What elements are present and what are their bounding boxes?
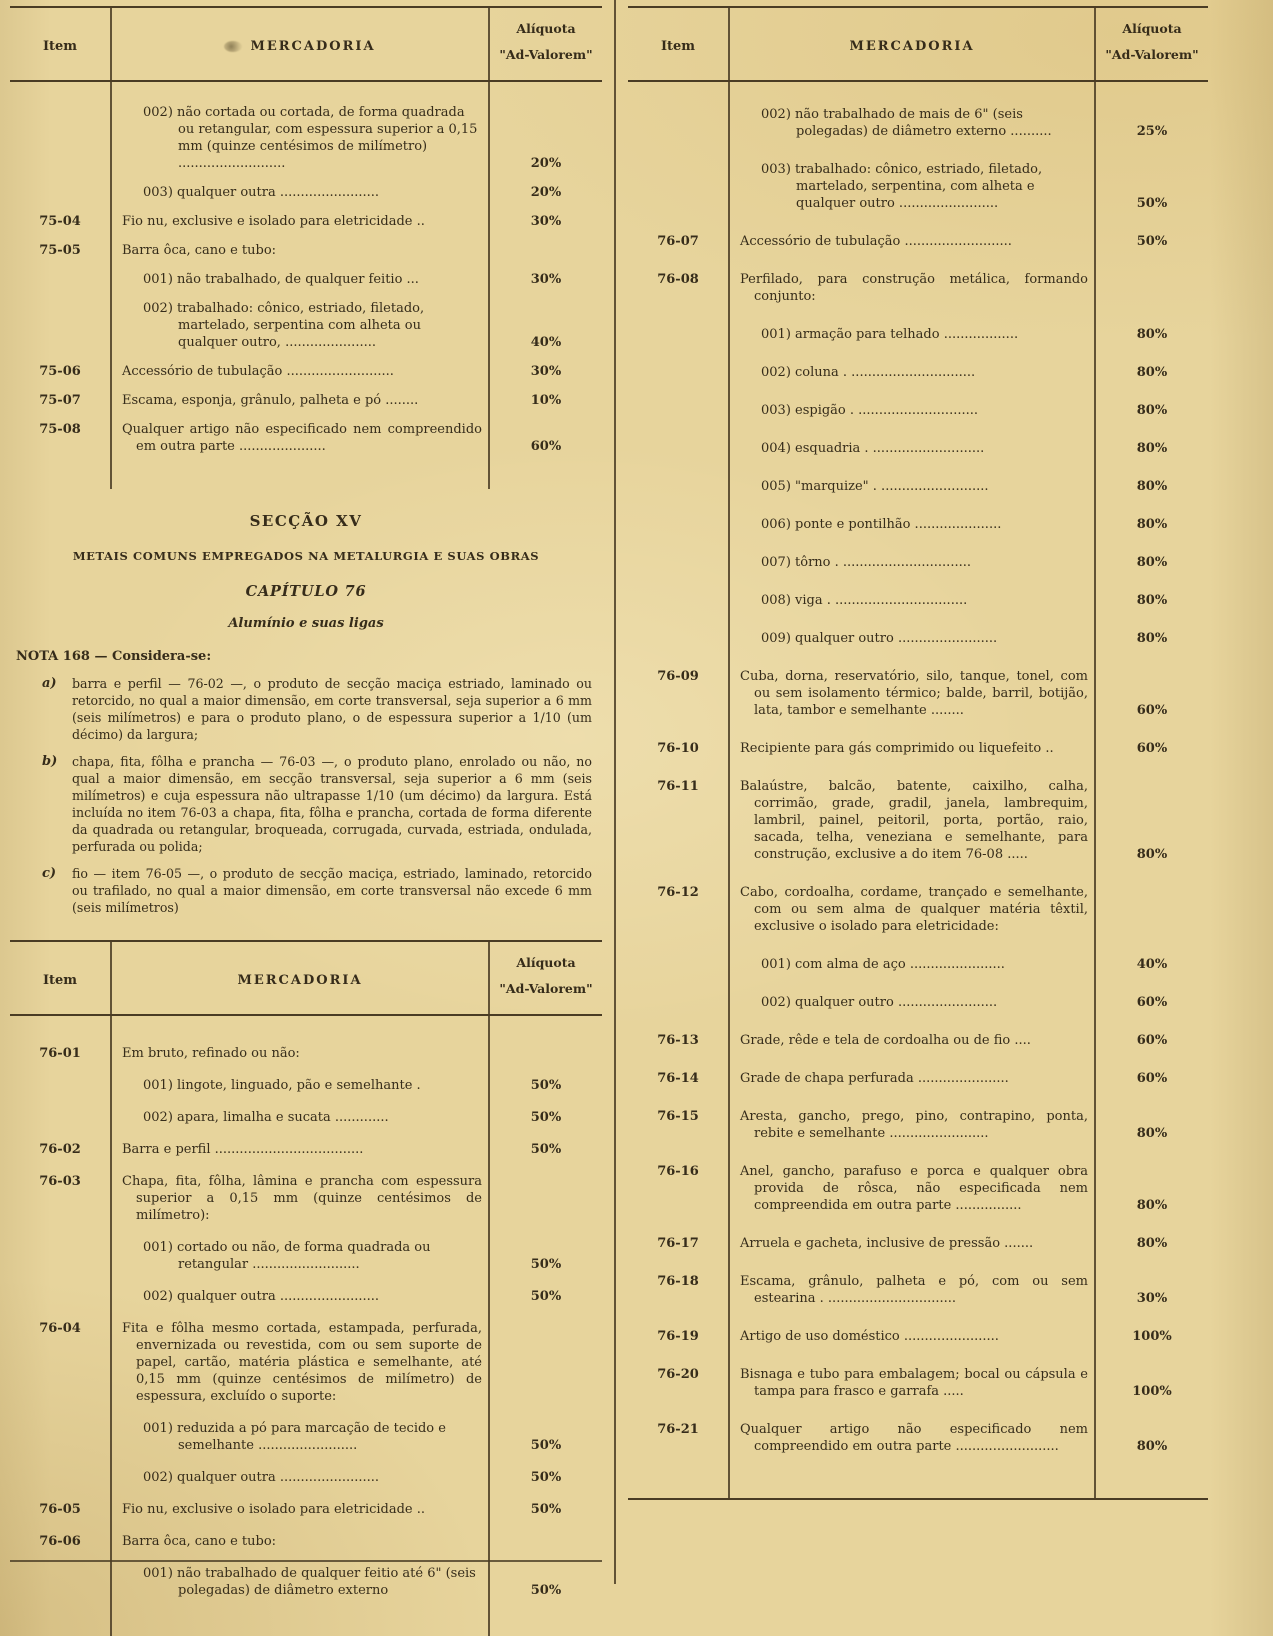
item-code (10, 1469, 110, 1486)
item-code: 75-05 (39, 243, 81, 258)
item-code: 76-01 (39, 1046, 81, 1061)
column-header-mercadoria: MERCADORIA (849, 39, 975, 54)
merchandise-description: 001) não trabalhado, de qualquer feitio ... (143, 272, 419, 287)
item-code: 76-11 (657, 779, 699, 794)
ad-valorem-rate: 80% (1136, 847, 1168, 862)
note-text: chapa, fita, fôlha e prancha — 76-03 —, o produto plano, enrolado ou não, no qual a maior dimensão, em secção transversal, seja superior a 6 mm (seis milímetros) e cuja espessura não ultrapasse 1/10 (um décimo) da largura. Está incluída no item 76-03 a chapa, fita, fôlha e prancha, cortada de forma diferente da quadrada ou retangular, broqueada, corrugada, curvada, estriada, ondulada, perfurada ou polida; (72, 754, 592, 854)
merchandise-description: 001) com alma de aço ....................... (761, 957, 1005, 972)
ad-valorem-label: "Ad-Valorem" (499, 981, 593, 996)
item-code: 76-21 (657, 1422, 699, 1437)
merchandise-description: 002) não cortada ou cortada, de forma quadrada ou retangular, com espessura superior a 0,15 mm (quinze centésimos de milímetro) .......................... (143, 105, 478, 171)
note-text: barra e perfil — 76-02 —, o produto de secção maciça estriado, laminado ou retorcido, no qual a maior dimensão, em corte transversal, seja superior a 6 mm (seis milímetros) e para o produto plano, o de espessura superior a 1/10 (um décimo) da largura; (72, 676, 592, 742)
table-row (628, 402, 1208, 419)
ad-valorem-rate: 50% (530, 1142, 562, 1157)
item-code: 76-10 (657, 741, 699, 756)
item-code: 76-19 (657, 1329, 699, 1344)
ad-valorem-rate (1096, 884, 1208, 935)
column-rule (110, 942, 112, 1636)
ad-valorem-rate: 80% (1136, 631, 1168, 646)
merchandise-description: 006) ponte e pontilhão ..................... (761, 517, 1002, 532)
ink-smudge (224, 41, 242, 52)
note-letter: a) (42, 676, 57, 691)
section-subtitle: METAIS COMUNS EMPREGADOS NA METALURGIA E SUAS OBRAS (72, 549, 540, 563)
table-row (628, 630, 1208, 647)
column-header-mercadoria (110, 8, 490, 80)
column-rule (728, 8, 730, 1498)
item-code (628, 630, 728, 647)
table-row (10, 1469, 602, 1486)
table-row (628, 271, 1208, 305)
merchandise-description: Balaústre, balcão, batente, caixilho, calha, corrimão, grade, gradil, janela, lambrequim, lambril, painel, peitoril, porta, portão, raio, sacada, telha, veneziana e semelhante, para construção, exclusive a do item 76-08 ..... (740, 779, 1088, 862)
merchandise-description: Recipiente para gás comprimido ou liquefeito .. (740, 741, 1054, 756)
table-row (10, 1420, 602, 1454)
ad-valorem-rate: 80% (1136, 403, 1168, 418)
item-code: 76-15 (657, 1109, 699, 1124)
table-row (628, 516, 1208, 533)
page-column-divider (614, 0, 616, 1584)
item-code (628, 478, 728, 495)
item-code (10, 1565, 110, 1599)
merchandise-description: Escama, esponja, grânulo, palheta e pó ........ (122, 393, 419, 408)
merchandise-description: 001) armação para telhado .................. (761, 327, 1019, 342)
ad-valorem-rate: 50% (1136, 234, 1168, 249)
merchandise-description: 007) tôrno . ............................... (761, 555, 971, 570)
ad-valorem-rate: 80% (1136, 593, 1168, 608)
note-letter: c) (42, 866, 57, 881)
ad-valorem-rate: 100% (1132, 1329, 1172, 1344)
table-header (628, 8, 1208, 82)
table-row (10, 184, 602, 201)
table-row (628, 956, 1208, 973)
table-row (10, 1320, 602, 1405)
item-code: 76-03 (39, 1174, 81, 1189)
ad-valorem-label: "Ad-Valorem" (499, 47, 593, 62)
merchandise-description: 005) "marquize" . .......................... (761, 479, 989, 494)
merchandise-description: 002) qualquer outra ........................ (143, 1470, 380, 1485)
item-code: 76-16 (657, 1164, 699, 1179)
table-row (628, 1421, 1208, 1455)
ad-valorem-rate (490, 242, 602, 259)
note-item-b (42, 753, 596, 855)
merchandise-description: Artigo de uso doméstico ....................... (740, 1329, 999, 1344)
table-row (628, 778, 1208, 863)
ad-valorem-rate: 80% (1136, 365, 1168, 380)
item-code: 75-04 (39, 214, 81, 229)
item-code (628, 440, 728, 457)
merchandise-description: 003) espigão . ............................. (761, 403, 978, 418)
table-row (10, 363, 602, 380)
ad-valorem-rate: 50% (530, 1470, 562, 1485)
table-row (10, 1173, 602, 1224)
ad-valorem-rate: 30% (530, 364, 562, 379)
item-code (628, 402, 728, 419)
ad-valorem-rate: 20% (530, 185, 562, 200)
ad-valorem-rate: 50% (530, 1502, 562, 1517)
ad-valorem-rate: 50% (1136, 196, 1168, 211)
merchandise-description: 003) qualquer outra ........................ (143, 185, 380, 200)
table-row (628, 1163, 1208, 1214)
ad-valorem-rate: 50% (530, 1257, 562, 1272)
column-header-item: Item (42, 973, 78, 988)
table-row (628, 1366, 1208, 1400)
ad-valorem-rate: 50% (530, 1289, 562, 1304)
table-header (10, 942, 602, 1016)
item-code (628, 516, 728, 533)
table-row (628, 668, 1208, 719)
table-row (10, 1141, 602, 1158)
table-row (10, 1239, 602, 1273)
item-code: 76-18 (657, 1274, 699, 1289)
item-code (10, 1109, 110, 1126)
aliquota-label: Alíquota (516, 21, 576, 36)
merchandise-description: Fio nu, exclusive e isolado para eletricidade .. (122, 214, 425, 229)
item-code: 76-07 (657, 234, 699, 249)
item-code: 76-12 (657, 885, 699, 900)
table-row (10, 421, 602, 455)
section-heading-block (10, 489, 602, 940)
item-code: 76-13 (657, 1033, 699, 1048)
merchandise-description: 002) qualquer outro ........................ (761, 995, 998, 1010)
ad-valorem-rate: 80% (1136, 441, 1168, 456)
item-code (628, 592, 728, 609)
table-row (10, 1288, 602, 1305)
table-row (628, 1070, 1208, 1087)
ad-valorem-label: "Ad-Valorem" (1105, 47, 1199, 62)
left-column (10, 6, 602, 1636)
item-code (628, 554, 728, 571)
column-header-aliquota (490, 8, 602, 80)
table-row (10, 213, 602, 230)
item-code (10, 300, 110, 351)
item-code (628, 956, 728, 973)
item-code (10, 1288, 110, 1305)
table-row (10, 300, 602, 351)
ad-valorem-rate (490, 1173, 602, 1224)
aliquota-label: Alíquota (1122, 21, 1182, 36)
ad-valorem-rate: 80% (1136, 1198, 1168, 1213)
column-header-item: Item (42, 39, 78, 54)
table-row (628, 554, 1208, 571)
item-code: 75-06 (39, 364, 81, 379)
ad-valorem-rate: 50% (530, 1583, 562, 1598)
merchandise-description: 004) esquadria . ........................... (761, 441, 985, 456)
note-text: fio — item 76-05 —, o produto de secção maciça, estriado, laminado, retorcido ou trafilado, no qual a maior dimensão, em corte transversal não excede 6 mm (seis milímetros) (72, 866, 592, 915)
merchandise-description: Bisnaga e tubo para embalagem; bocal ou cápsula e tampa para frasco e garrafa ..... (740, 1367, 1088, 1399)
merchandise-description: 002) não trabalhado de mais de 6" (seis polegadas) de diâmetro externo .......... (761, 107, 1052, 139)
item-code (10, 1239, 110, 1273)
merchandise-description: Qualquer artigo não especificado nem compreendido em outra parte ..................... (122, 422, 482, 454)
ad-valorem-rate: 100% (1132, 1384, 1172, 1399)
table-body (628, 82, 1208, 1498)
merchandise-description: 001) reduzida a pó para marcação de tecido e semelhante ........................ (143, 1421, 446, 1453)
merchandise-description: 008) viga . ................................ (761, 593, 968, 608)
merchandise-description: Accessório de tubulação .......................... (740, 234, 1012, 249)
item-code (10, 1077, 110, 1094)
merchandise-description: Qualquer artigo não especificado nem compreendido em outra parte ......................... (740, 1422, 1088, 1454)
table-row (10, 271, 602, 288)
ad-valorem-rate: 60% (1136, 995, 1168, 1010)
note-label: NOTA 168 — Considera-se: (16, 649, 212, 664)
table-row (628, 1032, 1208, 1049)
item-code: 76-08 (657, 272, 699, 287)
merchandise-description: 002) coluna . .............................. (761, 365, 976, 380)
table-row (10, 1565, 602, 1599)
tariff-table-chapter76-right (628, 6, 1208, 1500)
item-code: 75-07 (39, 393, 81, 408)
item-code: 76-09 (657, 669, 699, 684)
item-code (628, 364, 728, 381)
item-code: 76-17 (657, 1236, 699, 1251)
column-rule (110, 8, 112, 489)
merchandise-description: 001) cortado ou não, de forma quadrada ou retangular .......................... (143, 1240, 431, 1272)
merchandise-description: Escama, grânulo, palheta e pó, com ou sem estearina . ............................... (740, 1274, 1088, 1306)
table-row (628, 364, 1208, 381)
ad-valorem-rate: 50% (530, 1438, 562, 1453)
item-code: 76-02 (39, 1142, 81, 1157)
table-row (628, 326, 1208, 343)
merchandise-description: 002) apara, limalha e sucata ............. (143, 1110, 389, 1125)
table-row (10, 1533, 602, 1550)
note-letter: b) (42, 754, 58, 769)
item-code (628, 106, 728, 140)
item-code: 76-14 (657, 1071, 699, 1086)
note-item-c (42, 865, 596, 916)
table-row (628, 233, 1208, 250)
merchandise-description: Grade de chapa perfurada ...................... (740, 1071, 1009, 1086)
merchandise-description: Grade, rêde e tela de cordoalha ou de fio .... (740, 1033, 1031, 1048)
ad-valorem-rate: 50% (530, 1078, 562, 1093)
item-code (10, 1420, 110, 1454)
ad-valorem-rate: 20% (530, 156, 562, 171)
merchandise-description: 002) trabalhado: cônico, estriado, filetado, martelado, serpentina com alheta ou qualquer outro, ...................... (143, 301, 425, 350)
merchandise-description: Anel, gancho, parafuso e porca e qualquer obra provida de rôsca, não especificada nem compreendida em outra parte ................ (740, 1164, 1088, 1213)
item-code: 76-06 (39, 1534, 81, 1549)
table-row (628, 478, 1208, 495)
ad-valorem-rate: 80% (1136, 327, 1168, 342)
note-item-a (42, 675, 596, 743)
table-row (628, 161, 1208, 212)
table-row (628, 884, 1208, 935)
ad-valorem-rate (490, 1533, 602, 1550)
item-code: 76-04 (39, 1321, 81, 1336)
table-row (628, 1328, 1208, 1345)
aliquota-label: Alíquota (516, 955, 576, 970)
item-code: 76-20 (657, 1367, 699, 1382)
table-row (10, 1077, 602, 1094)
merchandise-description: Chapa, fita, fôlha, lâmina e prancha com espessura superior a 0,15 mm (quinze centésimos de milímetro): (122, 1174, 482, 1223)
table-row (628, 440, 1208, 457)
column-header-mercadoria: MERCADORIA (237, 973, 363, 988)
table-header (10, 8, 602, 82)
ad-valorem-rate: 30% (1136, 1291, 1168, 1306)
tariff-table-chapter75 (10, 6, 602, 489)
table-row (628, 106, 1208, 140)
ad-valorem-rate: 60% (1136, 741, 1168, 756)
merchandise-description: Fita e fôlha mesmo cortada, estampada, perfurada, envernizada ou revestida, com ou sem suporte de papel, cartão, matéria plástica e semelhante, até 0,15 mm (quinze centésimos de milímetro) de espessura, excluído o suporte: (122, 1321, 482, 1404)
table-row (10, 242, 602, 259)
column-header-aliquota (490, 942, 602, 1014)
table-row (10, 1109, 602, 1126)
ad-valorem-rate: 80% (1136, 479, 1168, 494)
ad-valorem-rate: 80% (1136, 1439, 1168, 1454)
table-body (10, 1016, 602, 1636)
ad-valorem-rate: 25% (1136, 124, 1168, 139)
item-code: 76-05 (39, 1502, 81, 1517)
column-rule (488, 942, 490, 1636)
section-title: SECÇÃO XV (249, 512, 363, 530)
item-code (10, 271, 110, 288)
table-row (10, 1045, 602, 1062)
ad-valorem-rate: 60% (530, 439, 562, 454)
merchandise-description: Barra ôca, cano e tubo: (122, 243, 277, 258)
merchandise-description: Perfilado, para construção metálica, formando conjunto: (740, 272, 1088, 304)
item-code (628, 994, 728, 1011)
merchandise-description: Cabo, cordoalha, cordame, trançado e semelhante, com ou sem alma de qualquer matéria têxtil, exclusive o isolado para eletricidade: (740, 885, 1088, 934)
table-row (628, 592, 1208, 609)
column-header-aliquota (1096, 8, 1208, 80)
item-code: 75-08 (39, 422, 81, 437)
merchandise-description: 009) qualquer outro ........................ (761, 631, 998, 646)
ad-valorem-rate: 80% (1136, 1236, 1168, 1251)
item-code (10, 104, 110, 172)
ad-valorem-rate: 80% (1136, 517, 1168, 532)
merchandise-description: 002) qualquer outra ........................ (143, 1289, 380, 1304)
chapter-title: CAPÍTULO 76 (245, 583, 367, 600)
ad-valorem-rate: 10% (530, 393, 562, 408)
column-rule (1094, 8, 1096, 1498)
item-code (10, 184, 110, 201)
merchandise-description: Fio nu, exclusive o isolado para eletricidade .. (122, 1502, 426, 1517)
merchandise-description: Cuba, dorna, reservatório, silo, tanque, tonel, com ou sem isolamento térmico; balde, barril, botijão, lata, tambor e semelhante ........ (740, 669, 1088, 718)
merchandise-description: Accessório de tubulação .......................... (122, 364, 394, 379)
item-code (628, 161, 728, 212)
ad-valorem-rate (490, 1320, 602, 1405)
ad-valorem-rate: 50% (530, 1110, 562, 1125)
table-row (10, 1501, 602, 1518)
ad-valorem-rate: 60% (1136, 1033, 1168, 1048)
ad-valorem-rate: 40% (1136, 957, 1168, 972)
ad-valorem-rate (1096, 271, 1208, 305)
column-rule (488, 8, 490, 489)
ad-valorem-rate: 80% (1136, 555, 1168, 570)
table-row (628, 994, 1208, 1011)
column-header-item: Item (660, 39, 696, 54)
table-row (10, 392, 602, 409)
table-row (628, 1235, 1208, 1252)
merchandise-description: Em bruto, refinado ou não: (122, 1046, 300, 1061)
ad-valorem-rate (490, 1045, 602, 1062)
table-row (628, 1108, 1208, 1142)
merchandise-description: 003) trabalhado: cônico, estriado, filetado, martelado, serpentina, com alheta e qualquer outro ........................ (761, 162, 1043, 211)
ad-valorem-rate: 30% (530, 214, 562, 229)
table-row (10, 104, 602, 172)
merchandise-description: 001) lingote, linguado, pão e semelhante . (143, 1078, 421, 1093)
merchandise-description: Arruela e gacheta, inclusive de pressão ....... (740, 1236, 1034, 1251)
merchandise-description: 001) não trabalhado de qualquer feitio até 6" (seis polegadas) de diâmetro externo (143, 1566, 476, 1598)
table-body (10, 82, 602, 489)
ad-valorem-rate: 80% (1136, 1126, 1168, 1141)
merchandise-description: Barra e perfil .................................... (122, 1142, 364, 1157)
tariff-table-chapter76-left (10, 940, 602, 1636)
mercadoria-label: MERCADORIA (250, 39, 376, 54)
ad-valorem-rate: 60% (1136, 703, 1168, 718)
merchandise-description: Aresta, gancho, prego, pino, contrapino, ponta, rebite e semelhante ........................ (740, 1109, 1088, 1141)
table-row (628, 740, 1208, 757)
item-code (628, 326, 728, 343)
merchandise-description: Barra ôca, cano e tubo: (122, 1534, 277, 1549)
chapter-subtitle: Alumínio e suas ligas (228, 616, 384, 631)
table-row (628, 1273, 1208, 1307)
right-column (628, 6, 1208, 1500)
ad-valorem-rate: 60% (1136, 1071, 1168, 1086)
ad-valorem-rate: 40% (530, 335, 562, 350)
ad-valorem-rate: 30% (530, 272, 562, 287)
